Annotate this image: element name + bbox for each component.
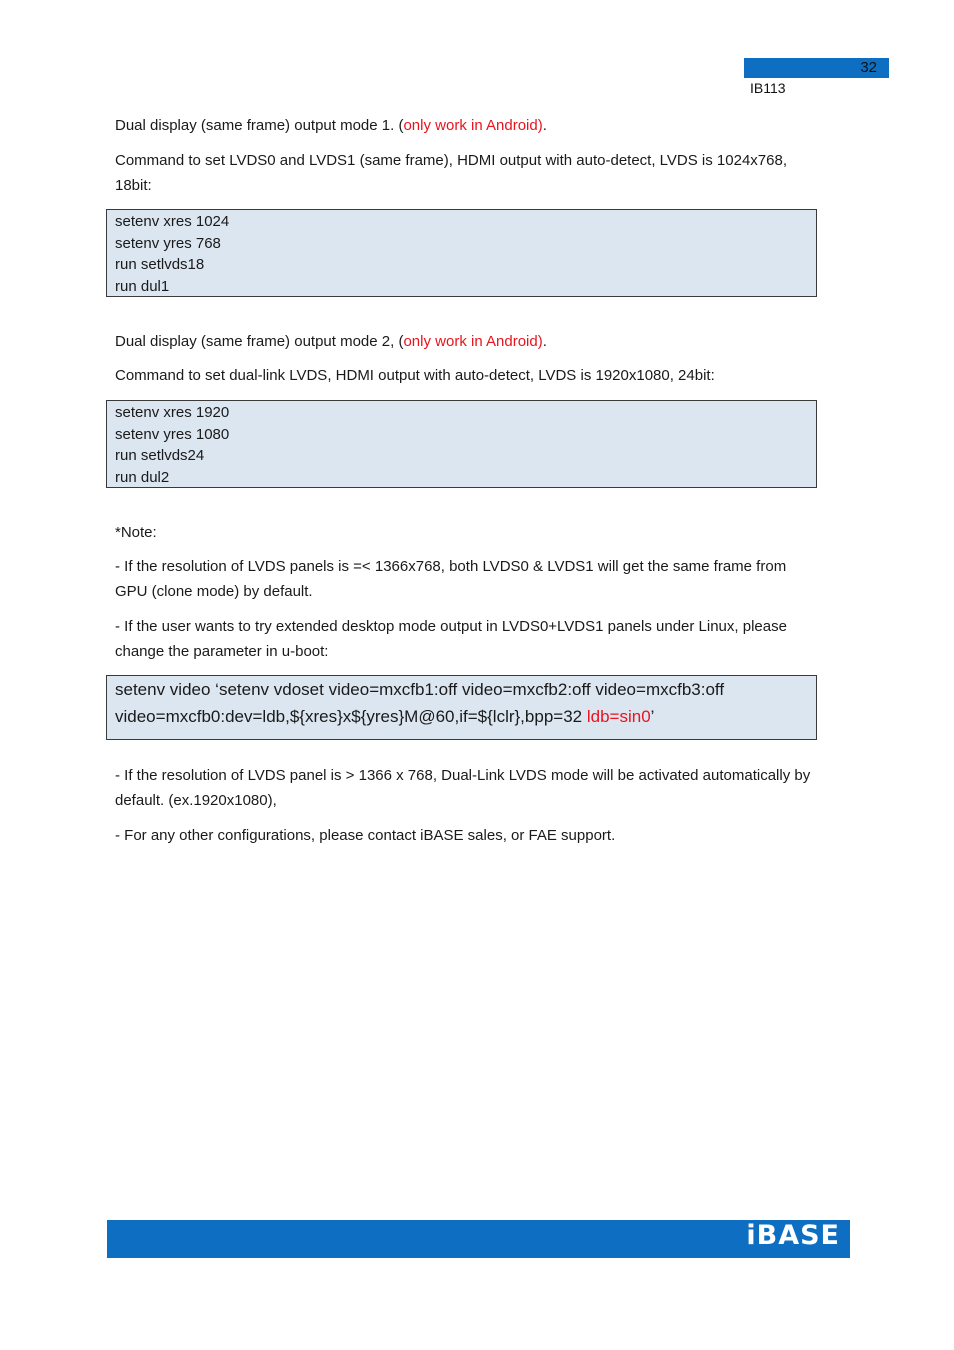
code-line: setenv xres 1024 (115, 213, 230, 230)
section2-intro: Dual display (same frame) output mode 2, (only work in Android). (115, 333, 547, 350)
section1-command-desc: Command to set LVDS0 and LVDS1 (same frame), HDMI output with auto-detect, LVDS is 1024x768, 18bit: (115, 152, 787, 194)
note-item-2: - If the user wants to try extended desktop mode output in LVDS0+LVDS1 panels under Linux, please change the parameter in u-boot: (115, 618, 787, 660)
section2-command-desc: Command to set dual-link LVDS, HDMI output with auto-detect, LVDS is 1920x1080, 24bit: (115, 367, 715, 384)
code-block-2 (106, 400, 817, 488)
footer-bar (107, 1220, 850, 1258)
code-line: setenv yres 1080 (115, 425, 230, 443)
page-number: 32 (860, 59, 877, 76)
code-line: setenv xres 1920 (115, 404, 230, 421)
ibase-logo: iBASE (746, 1220, 840, 1251)
page-number-bar (744, 58, 889, 78)
section1-intro: Dual display (same frame) output mode 1. (only work in Android). (115, 117, 547, 134)
code-line: setenv video ‘setenv vdoset video=mxcfb1:off video=mxcfb2:off video=mxcfb3:off (115, 680, 725, 699)
code-block-1 (106, 209, 817, 297)
note-item-3: - If the resolution of LVDS panel is > 1366 x 768, Dual-Link LVDS mode will be activated automatically by default. (ex.1920x1080), (115, 767, 811, 809)
code-line: setenv yres 768 (115, 234, 221, 252)
note-item-4: - For any other configurations, please contact iBASE sales, or FAE support. (115, 827, 616, 844)
model-label: IB113 (750, 80, 786, 96)
code-line: run setlvds24 (115, 447, 205, 464)
code-line: run setlvds18 (115, 256, 205, 273)
code-block-3 (106, 675, 817, 740)
code-highlight: ldb=sin0 (586, 707, 651, 726)
note-item-1: - If the resolution of LVDS panels is =< 1366x768, both LVDS0 & LVDS1 will get the same frame from GPU (clone mode) by default. (115, 558, 787, 600)
code-line: run dul1 (115, 277, 170, 295)
code-line-2: video=mxcfb0:dev=ldb,${xres}x${yres}M@60,if=${lclr},bpp=32 ldb=sin0’ (115, 707, 655, 726)
note-heading: *Note: (115, 524, 157, 541)
code-line: run dul2 (115, 468, 170, 486)
